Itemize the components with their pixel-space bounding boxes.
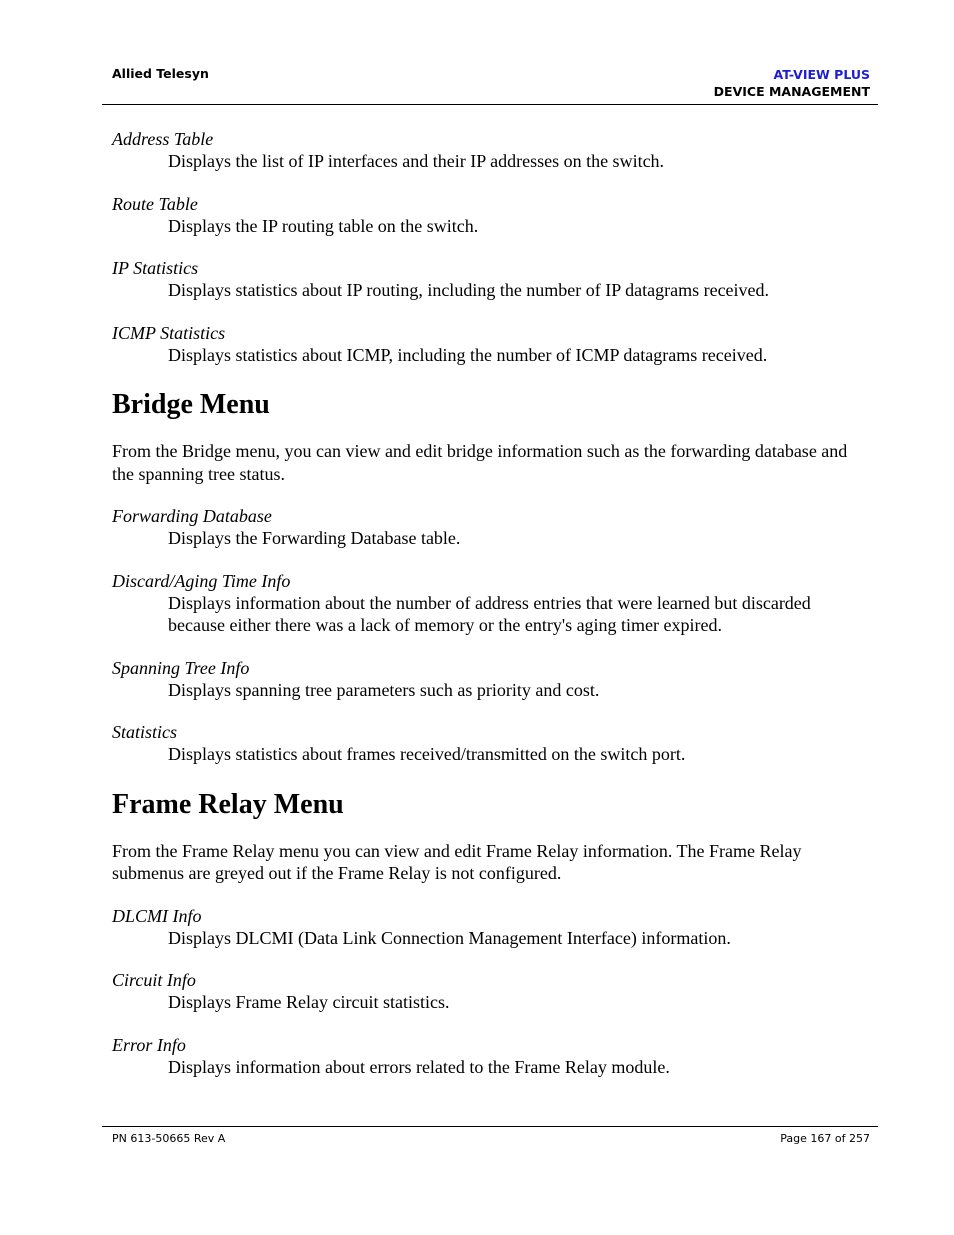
header-company: Allied Telesyn: [112, 66, 209, 81]
footer-rule: [102, 1126, 878, 1127]
entry-statistics: [112, 721, 857, 766]
entry-dlcmi-info: [112, 905, 857, 950]
entry-term: Address Table: [112, 129, 214, 149]
entry-term: Statistics: [112, 722, 178, 742]
entry-forwarding-database: [112, 505, 857, 550]
section-heading-bridge: Bridge Menu: [112, 389, 270, 420]
footer-part-number: PN 613-50665 Rev A: [112, 1132, 226, 1145]
entry-desc: Displays the IP routing table on the switch.: [168, 215, 479, 236]
entry-icmp-statistics: [112, 322, 857, 367]
entry-desc: Displays Frame Relay circuit statistics.: [168, 992, 450, 1012]
entry-term: IP Statistics: [112, 258, 199, 278]
entry-desc: Displays spanning tree parameters such as priority and cost.: [168, 679, 600, 700]
entry-ip-statistics: [112, 257, 857, 302]
footer-page-number: Page 167 of 257: [780, 1132, 870, 1145]
entry-circuit-info: [112, 969, 857, 1014]
header-section: DEVICE MANAGEMENT: [713, 84, 870, 99]
entry-desc: Displays statistics about frames received/transmitted on the switch port.: [168, 744, 686, 764]
entry-route-table: [112, 193, 857, 238]
entry-discard-aging-time-info: [112, 570, 857, 637]
entry-term: Error Info: [112, 1034, 186, 1055]
entry-term: Spanning Tree Info: [112, 657, 250, 678]
entry-error-info: [112, 1034, 857, 1079]
section-intro-frame-relay: From the Frame Relay menu you can view and edit Frame Relay information. The Frame Relay submenus are greyed out if the Frame Relay is not configured.: [112, 840, 802, 883]
entry-term: Route Table: [112, 193, 198, 214]
section-intro-bridge: From the Bridge menu, you can view and edit bridge information such as the forwarding database and the spanning tree status.: [112, 441, 848, 484]
entry-term: DLCMI Info: [112, 905, 202, 926]
entry-term: Circuit Info: [112, 970, 196, 990]
entry-desc: Displays the list of IP interfaces and their IP addresses on the switch.: [168, 151, 665, 171]
entry-address-table: [112, 128, 857, 173]
entry-term: Discard/Aging Time Info: [112, 570, 291, 591]
entry-desc: Displays information about the number of address entries that were learned but discarded because either there was a lack of memory or the entry's aging timer expired.: [168, 592, 811, 635]
header-product: AT-VIEW PLUS: [773, 67, 870, 82]
entry-spanning-tree-info: [112, 657, 857, 702]
entry-desc: Displays the Forwarding Database table.: [168, 528, 461, 548]
entry-desc: Displays statistics about ICMP, including the number of ICMP datagrams received.: [168, 344, 768, 365]
entry-term: Forwarding Database: [112, 506, 272, 526]
page-content: [112, 128, 857, 1098]
entry-desc: Displays DLCMI (Data Link Connection Management Interface) information.: [168, 927, 731, 948]
header-title-block: [714, 66, 870, 100]
section-heading-frame-relay: Frame Relay Menu: [112, 788, 344, 820]
entry-desc: Displays information about errors related to the Frame Relay module.: [168, 1056, 670, 1077]
header-rule: [102, 104, 878, 105]
entry-desc: Displays statistics about IP routing, including the number of IP datagrams received.: [168, 280, 770, 300]
entry-term: ICMP Statistics: [112, 322, 226, 343]
